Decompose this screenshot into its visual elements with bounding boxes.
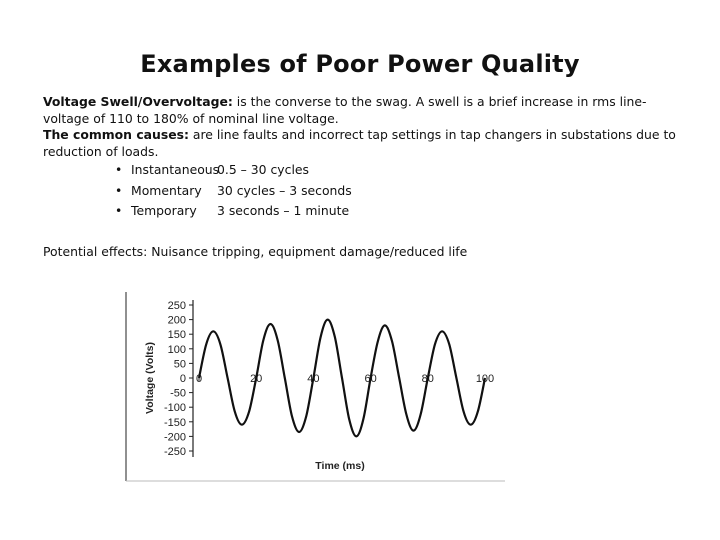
y-tick-label: -150	[163, 416, 186, 429]
causes-text: are line faults and incorrect tap settings in tap changers in substations due to reduction of loads.	[43, 127, 676, 159]
y-tick-label: -50	[170, 387, 186, 400]
x-tick-label: 0	[195, 373, 203, 385]
y-tick-label: 50	[173, 358, 186, 371]
bullet-icon: •	[115, 203, 123, 218]
causes-term: The common causes:	[43, 127, 189, 142]
duration-name: Momentary	[131, 182, 202, 198]
duration-range: 0.5 – 30 cycles	[217, 162, 309, 177]
y-tick-label: 250	[167, 300, 186, 312]
duration-range: 3 seconds – 1 minute	[217, 203, 350, 218]
x-tick-label: 60	[364, 373, 377, 385]
duration-range: 30 cycles – 3 seconds	[217, 182, 352, 198]
y-axis-label: Voltage (Volts)	[144, 342, 156, 414]
duration-name: Temporary	[131, 203, 197, 218]
x-tick-label: 40	[307, 373, 320, 385]
swell-term: Voltage Swell/Overvoltage:	[43, 94, 233, 109]
y-tick-label: -200	[163, 431, 186, 444]
x-tick-label: 100	[475, 373, 495, 385]
slide-title: Examples of Poor Power Quality	[140, 50, 580, 78]
bullet-icon: •	[115, 162, 123, 177]
voltage-waveform-line	[199, 320, 485, 437]
effects-paragraph: Potential effects: Nuisance tripping, equipment damage/reduced life	[43, 243, 468, 259]
bullet-icon: •	[115, 182, 123, 198]
y-tick-label: -250	[163, 446, 186, 458]
swell-text: is the converse to the swag. A swell is a brief increase in rms line-voltage of 110 to 180% of nominal line voltage.	[43, 94, 647, 126]
x-tick-label: 20	[250, 373, 263, 385]
y-tick-label: 100	[167, 343, 186, 356]
y-tick-label: 200	[167, 314, 186, 327]
y-tick-label: -100	[163, 402, 186, 415]
x-axis-label: Time (ms)	[315, 460, 365, 472]
y-tick-label: 0	[179, 373, 186, 385]
y-tick-label: 150	[167, 329, 186, 342]
duration-name: Instantaneous	[131, 162, 220, 177]
x-tick-label: 80	[421, 373, 434, 385]
